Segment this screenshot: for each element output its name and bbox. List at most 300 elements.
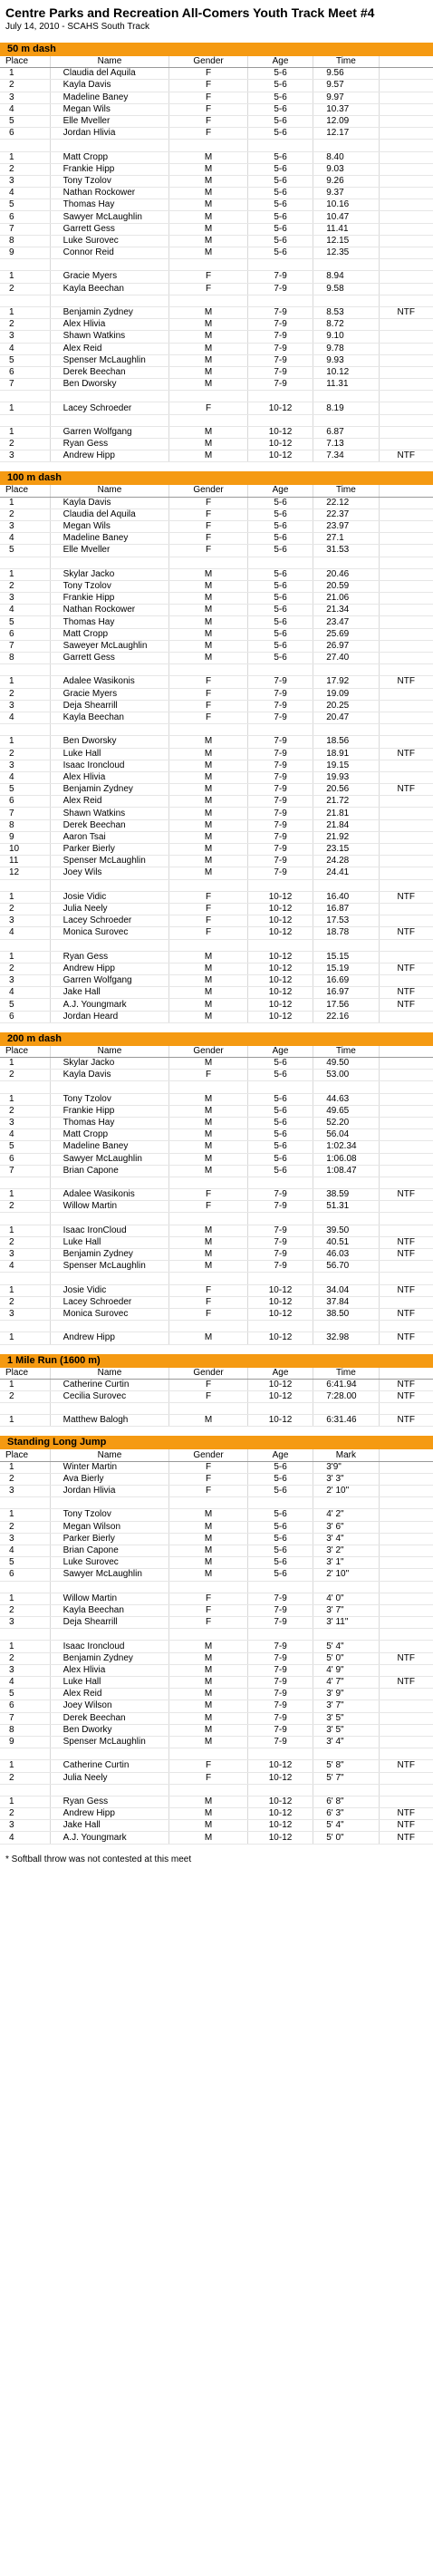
empty-cell bbox=[0, 1748, 50, 1760]
age-group-cell: 10-12 bbox=[247, 999, 313, 1011]
note-cell: NTF bbox=[379, 999, 433, 1011]
athlete-name-cell: Madeline Baney bbox=[50, 92, 169, 103]
table-row bbox=[0, 1332, 433, 1344]
empty-cell bbox=[169, 1403, 248, 1415]
empty-cell bbox=[50, 1273, 169, 1284]
note-cell bbox=[379, 271, 433, 283]
age-group-cell: 10-12 bbox=[247, 426, 313, 438]
empty-cell bbox=[313, 664, 379, 676]
column-header-place: Place bbox=[0, 1449, 50, 1461]
athlete-name-cell: Connor Reid bbox=[50, 247, 169, 259]
athlete-name-cell: Derek Beechan bbox=[50, 366, 169, 378]
result-cell: 24.41 bbox=[313, 867, 379, 879]
place-cell: 6 bbox=[0, 211, 50, 223]
place-cell: 5 bbox=[0, 999, 50, 1011]
empty-cell bbox=[0, 140, 50, 151]
empty-cell bbox=[0, 1581, 50, 1593]
gender-cell: M bbox=[169, 819, 248, 831]
place-cell: 4 bbox=[0, 1832, 50, 1844]
place-cell: 1 bbox=[0, 676, 50, 688]
empty-cell bbox=[169, 1321, 248, 1332]
table-row bbox=[0, 784, 433, 796]
empty-cell bbox=[313, 140, 379, 151]
gender-cell: M bbox=[169, 628, 248, 640]
gender-cell: M bbox=[169, 354, 248, 366]
place-cell: 5 bbox=[0, 545, 50, 557]
athlete-name-cell: Ben Dworsky bbox=[50, 736, 169, 748]
place-cell: 4 bbox=[0, 1545, 50, 1556]
section-spacer bbox=[0, 1345, 433, 1354]
note-cell: NTF bbox=[379, 784, 433, 796]
note-cell: NTF bbox=[379, 1379, 433, 1390]
age-group-cell: 5-6 bbox=[247, 653, 313, 664]
result-cell: 8.53 bbox=[313, 306, 379, 318]
athlete-name-cell: Alex Reid bbox=[50, 796, 169, 808]
result-cell: 51.31 bbox=[313, 1201, 379, 1213]
column-header-result: Time bbox=[313, 1046, 379, 1058]
age-group-cell: 5-6 bbox=[247, 568, 313, 580]
place-cell: 2 bbox=[0, 963, 50, 974]
athlete-name-cell: Kayla Davis bbox=[50, 80, 169, 92]
note-cell: NTF bbox=[379, 987, 433, 999]
age-group-cell: 7-9 bbox=[247, 271, 313, 283]
result-cell: 38.50 bbox=[313, 1308, 379, 1320]
result-cell: 10.16 bbox=[313, 199, 379, 211]
result-cell: 9.26 bbox=[313, 175, 379, 187]
empty-cell bbox=[247, 1273, 313, 1284]
athlete-name-cell: Brian Capone bbox=[50, 1165, 169, 1177]
gender-cell: M bbox=[169, 1569, 248, 1581]
table-row bbox=[0, 1486, 433, 1497]
result-cell: 9.56 bbox=[313, 68, 379, 80]
empty-cell bbox=[379, 879, 433, 891]
place-cell: 2 bbox=[0, 1808, 50, 1820]
note-cell: NTF bbox=[379, 1249, 433, 1261]
athlete-name-cell: Garren Wolfgang bbox=[50, 975, 169, 987]
table-header-row bbox=[0, 1046, 433, 1058]
athlete-name-cell: Deja Shearrill bbox=[50, 1617, 169, 1629]
gender-cell: F bbox=[169, 1473, 248, 1485]
note-cell bbox=[379, 188, 433, 199]
age-group-cell: 5-6 bbox=[247, 1070, 313, 1081]
section-spacer bbox=[0, 462, 433, 471]
gender-cell: M bbox=[169, 856, 248, 867]
table-row bbox=[0, 1736, 433, 1748]
result-cell: 4' 2" bbox=[313, 1509, 379, 1521]
place-cell: 3 bbox=[0, 760, 50, 771]
column-header-age: Age bbox=[247, 1046, 313, 1058]
age-group-cell: 7-9 bbox=[247, 808, 313, 819]
result-cell: 6' 8" bbox=[313, 1796, 379, 1807]
age-group-cell: 10-12 bbox=[247, 927, 313, 939]
gender-cell: M bbox=[169, 306, 248, 318]
result-cell: 38.59 bbox=[313, 1189, 379, 1201]
gender-cell: F bbox=[169, 283, 248, 295]
gender-cell: M bbox=[169, 331, 248, 343]
table-row bbox=[0, 1011, 433, 1022]
note-cell: NTF bbox=[379, 1236, 433, 1248]
age-group-cell: 5-6 bbox=[247, 1533, 313, 1545]
place-cell: 3 bbox=[0, 1617, 50, 1629]
note-cell bbox=[379, 975, 433, 987]
empty-cell bbox=[247, 1213, 313, 1225]
age-group-cell: 10-12 bbox=[247, 891, 313, 903]
gender-cell: M bbox=[169, 1521, 248, 1533]
athlete-name-cell: Benjamin Zydney bbox=[50, 306, 169, 318]
gender-cell: F bbox=[169, 402, 248, 414]
athlete-name-cell: Alex Hlivia bbox=[50, 319, 169, 331]
age-group-cell: 5-6 bbox=[247, 616, 313, 628]
result-cell: 3' 5" bbox=[313, 1712, 379, 1724]
empty-cell bbox=[313, 259, 379, 271]
note-cell bbox=[379, 247, 433, 259]
table-row bbox=[0, 354, 433, 366]
place-cell: 3 bbox=[0, 331, 50, 343]
athlete-name-cell: Garrett Gess bbox=[50, 223, 169, 235]
table-row bbox=[0, 223, 433, 235]
place-cell: 3 bbox=[0, 1664, 50, 1676]
place-cell: 2 bbox=[0, 1201, 50, 1213]
result-cell: 6:41.94 bbox=[313, 1379, 379, 1390]
result-cell: 31.53 bbox=[313, 545, 379, 557]
group-separator-row bbox=[0, 414, 433, 426]
athlete-name-cell: Aaron Tsai bbox=[50, 831, 169, 843]
age-group-cell: 5-6 bbox=[247, 247, 313, 259]
empty-cell bbox=[169, 1748, 248, 1760]
gender-cell: M bbox=[169, 1700, 248, 1712]
table-row bbox=[0, 1689, 433, 1700]
gender-cell: M bbox=[169, 1736, 248, 1748]
athlete-name-cell: Cecilia Surovec bbox=[50, 1390, 169, 1402]
empty-cell bbox=[169, 414, 248, 426]
note-cell bbox=[379, 402, 433, 414]
table-row bbox=[0, 1379, 433, 1390]
empty-cell bbox=[50, 391, 169, 402]
gender-cell: M bbox=[169, 616, 248, 628]
age-group-cell: 10-12 bbox=[247, 1011, 313, 1022]
table-row bbox=[0, 545, 433, 557]
table-row bbox=[0, 891, 433, 903]
result-cell: 5' 0" bbox=[313, 1832, 379, 1844]
gender-cell: M bbox=[169, 760, 248, 771]
result-cell: 4' 9" bbox=[313, 1664, 379, 1676]
table-row bbox=[0, 1058, 433, 1070]
group-separator-row bbox=[0, 1177, 433, 1188]
result-cell: 9.37 bbox=[313, 188, 379, 199]
age-group-cell: 5-6 bbox=[247, 1545, 313, 1556]
age-group-cell: 7-9 bbox=[247, 366, 313, 378]
athlete-name-cell: Madeline Baney bbox=[50, 1141, 169, 1153]
athlete-name-cell: Isaac IronCloud bbox=[50, 1225, 169, 1236]
age-group-cell: 10-12 bbox=[247, 1808, 313, 1820]
table-header-row bbox=[0, 485, 433, 497]
note-cell bbox=[379, 1557, 433, 1569]
note-cell bbox=[379, 1641, 433, 1652]
table-row bbox=[0, 712, 433, 723]
section-header: 200 m dash bbox=[0, 1032, 433, 1046]
note-cell bbox=[379, 80, 433, 92]
table-row bbox=[0, 520, 433, 532]
age-group-cell: 5-6 bbox=[247, 1486, 313, 1497]
result-cell: 22.16 bbox=[313, 1011, 379, 1022]
result-cell: 7.34 bbox=[313, 450, 379, 462]
group-separator-row bbox=[0, 1081, 433, 1093]
empty-cell bbox=[169, 1629, 248, 1641]
athlete-name-cell: Tony Tzolov bbox=[50, 1093, 169, 1105]
empty-cell bbox=[379, 140, 433, 151]
result-cell: 23.97 bbox=[313, 520, 379, 532]
group-separator-row bbox=[0, 1273, 433, 1284]
athlete-name-cell: Lacey Schroeder bbox=[50, 402, 169, 414]
result-cell: 12.17 bbox=[313, 128, 379, 140]
note-cell bbox=[379, 128, 433, 140]
empty-cell bbox=[0, 1177, 50, 1188]
gender-cell: M bbox=[169, 1249, 248, 1261]
age-group-cell: 10-12 bbox=[247, 915, 313, 927]
note-cell bbox=[379, 151, 433, 163]
empty-cell bbox=[247, 414, 313, 426]
result-cell: 21.72 bbox=[313, 796, 379, 808]
result-cell: 3' 7" bbox=[313, 1604, 379, 1616]
results-table bbox=[0, 1368, 433, 1428]
table-row bbox=[0, 319, 433, 331]
result-cell: 49.65 bbox=[313, 1105, 379, 1117]
place-cell: 3 bbox=[0, 92, 50, 103]
gender-cell: F bbox=[169, 1486, 248, 1497]
note-cell bbox=[379, 856, 433, 867]
note-cell: NTF bbox=[379, 1308, 433, 1320]
table-row bbox=[0, 819, 433, 831]
age-group-cell: 5-6 bbox=[247, 211, 313, 223]
column-header-name: Name bbox=[50, 1368, 169, 1380]
age-group-cell: 7-9 bbox=[247, 1189, 313, 1201]
age-group-cell: 5-6 bbox=[247, 128, 313, 140]
table-row bbox=[0, 760, 433, 771]
gender-cell: F bbox=[169, 1772, 248, 1784]
age-group-cell: 10-12 bbox=[247, 1284, 313, 1296]
group-separator-row bbox=[0, 1497, 433, 1509]
note-cell bbox=[379, 1689, 433, 1700]
result-cell: 25.69 bbox=[313, 628, 379, 640]
result-cell: 52.20 bbox=[313, 1117, 379, 1128]
gender-cell: M bbox=[169, 999, 248, 1011]
athlete-name-cell: A.J. Youngmark bbox=[50, 1832, 169, 1844]
place-cell: 3 bbox=[0, 975, 50, 987]
table-row bbox=[0, 605, 433, 616]
place-cell: 1 bbox=[0, 1641, 50, 1652]
table-row bbox=[0, 271, 433, 283]
note-cell bbox=[379, 1473, 433, 1485]
age-group-cell: 10-12 bbox=[247, 1308, 313, 1320]
athlete-name-cell: Claudia del Aquila bbox=[50, 508, 169, 520]
place-cell: 11 bbox=[0, 856, 50, 867]
group-separator-row bbox=[0, 391, 433, 402]
result-cell: 16.69 bbox=[313, 975, 379, 987]
athlete-name-cell: Parker Bierly bbox=[50, 1533, 169, 1545]
column-header-gender: Gender bbox=[169, 1449, 248, 1461]
place-cell: 2 bbox=[0, 163, 50, 175]
note-cell: NTF bbox=[379, 1808, 433, 1820]
place-cell: 7 bbox=[0, 223, 50, 235]
result-cell: 6:31.46 bbox=[313, 1415, 379, 1427]
place-cell: 4 bbox=[0, 987, 50, 999]
place-cell: 2 bbox=[0, 1772, 50, 1784]
result-cell: 3' 11" bbox=[313, 1617, 379, 1629]
table-row bbox=[0, 688, 433, 700]
gender-cell: M bbox=[169, 1093, 248, 1105]
note-cell bbox=[379, 616, 433, 628]
empty-cell bbox=[313, 939, 379, 951]
age-group-cell: 10-12 bbox=[247, 1379, 313, 1390]
table-row bbox=[0, 975, 433, 987]
result-cell: 56.04 bbox=[313, 1129, 379, 1141]
place-cell: 6 bbox=[0, 1569, 50, 1581]
section-header: 100 m dash bbox=[0, 471, 433, 485]
column-header-name: Name bbox=[50, 1449, 169, 1461]
gender-cell: M bbox=[169, 987, 248, 999]
result-cell: 27.40 bbox=[313, 653, 379, 664]
empty-cell bbox=[247, 724, 313, 736]
athlete-name-cell: Brian Capone bbox=[50, 1545, 169, 1556]
age-group-cell: 5-6 bbox=[247, 103, 313, 115]
empty-cell bbox=[169, 879, 248, 891]
age-group-cell: 10-12 bbox=[247, 1820, 313, 1832]
place-cell: 1 bbox=[0, 736, 50, 748]
column-header-place: Place bbox=[0, 1046, 50, 1058]
result-cell: 15.19 bbox=[313, 963, 379, 974]
place-cell: 5 bbox=[0, 354, 50, 366]
empty-cell bbox=[379, 1213, 433, 1225]
age-group-cell: 10-12 bbox=[247, 975, 313, 987]
table-row bbox=[0, 628, 433, 640]
age-group-cell: 10-12 bbox=[247, 903, 313, 915]
empty-cell bbox=[0, 391, 50, 402]
athlete-name-cell: Kayla Beechan bbox=[50, 283, 169, 295]
table-row bbox=[0, 68, 433, 80]
age-group-cell: 5-6 bbox=[247, 223, 313, 235]
age-group-cell: 10-12 bbox=[247, 1332, 313, 1344]
athlete-name-cell: Luke Hall bbox=[50, 1677, 169, 1689]
result-cell: 20.46 bbox=[313, 568, 379, 580]
gender-cell: M bbox=[169, 736, 248, 748]
place-cell: 2 bbox=[0, 1652, 50, 1664]
column-header-age: Age bbox=[247, 56, 313, 68]
result-cell: 3' 6" bbox=[313, 1521, 379, 1533]
column-header-note bbox=[379, 56, 433, 68]
age-group-cell: 7-9 bbox=[247, 1201, 313, 1213]
place-cell: 12 bbox=[0, 867, 50, 879]
age-group-cell: 5-6 bbox=[247, 497, 313, 508]
result-cell: 37.84 bbox=[313, 1296, 379, 1308]
gender-cell: M bbox=[169, 1332, 248, 1344]
age-group-cell: 7-9 bbox=[247, 748, 313, 760]
note-cell bbox=[379, 508, 433, 520]
note-cell bbox=[379, 1545, 433, 1556]
note-cell bbox=[379, 796, 433, 808]
group-separator-row bbox=[0, 259, 433, 271]
table-header-row bbox=[0, 1368, 433, 1380]
age-group-cell: 10-12 bbox=[247, 1832, 313, 1844]
age-group-cell: 10-12 bbox=[247, 963, 313, 974]
place-cell: 4 bbox=[0, 1261, 50, 1273]
athlete-name-cell: Shawn Watkins bbox=[50, 331, 169, 343]
empty-cell bbox=[0, 1629, 50, 1641]
result-cell: 1:08.47 bbox=[313, 1165, 379, 1177]
empty-cell bbox=[379, 391, 433, 402]
column-header-gender: Gender bbox=[169, 56, 248, 68]
note-cell bbox=[379, 867, 433, 879]
athlete-name-cell: Ryan Gess bbox=[50, 951, 169, 963]
gender-cell: M bbox=[169, 831, 248, 843]
empty-cell bbox=[379, 259, 433, 271]
note-cell bbox=[379, 915, 433, 927]
gender-cell: M bbox=[169, 975, 248, 987]
empty-cell bbox=[169, 724, 248, 736]
result-cell: 9.58 bbox=[313, 283, 379, 295]
result-cell: 9.03 bbox=[313, 163, 379, 175]
group-separator-row bbox=[0, 557, 433, 568]
athlete-name-cell: Claudia del Aquila bbox=[50, 68, 169, 80]
empty-cell bbox=[169, 259, 248, 271]
athlete-name-cell: Deja Shearrill bbox=[50, 700, 169, 712]
athlete-name-cell: Alex Hlivia bbox=[50, 1664, 169, 1676]
age-group-cell: 10-12 bbox=[247, 1390, 313, 1402]
age-group-cell: 7-9 bbox=[247, 1652, 313, 1664]
athlete-name-cell: Skylar Jacko bbox=[50, 568, 169, 580]
table-row bbox=[0, 1641, 433, 1652]
age-group-cell: 5-6 bbox=[247, 115, 313, 127]
table-row bbox=[0, 915, 433, 927]
empty-cell bbox=[313, 1321, 379, 1332]
table-row bbox=[0, 1521, 433, 1533]
athlete-name-cell: Isaac Ironcloud bbox=[50, 760, 169, 771]
gender-cell: F bbox=[169, 688, 248, 700]
group-separator-row bbox=[0, 295, 433, 306]
note-cell bbox=[379, 1058, 433, 1070]
meet-title: Centre Parks and Recreation All-Comers Youth Track Meet #4 bbox=[5, 5, 375, 20]
empty-cell bbox=[50, 1081, 169, 1093]
empty-cell bbox=[313, 1081, 379, 1093]
age-group-cell: 10-12 bbox=[247, 1415, 313, 1427]
table-row bbox=[0, 1569, 433, 1581]
gender-cell: M bbox=[169, 235, 248, 247]
place-cell: 6 bbox=[0, 1700, 50, 1712]
age-group-cell: 7-9 bbox=[247, 796, 313, 808]
column-header-note bbox=[379, 1046, 433, 1058]
gender-cell: M bbox=[169, 784, 248, 796]
age-group-cell: 7-9 bbox=[247, 1677, 313, 1689]
place-cell: 5 bbox=[0, 1141, 50, 1153]
place-cell: 3 bbox=[0, 450, 50, 462]
age-group-cell: 10-12 bbox=[247, 402, 313, 414]
place-cell: 3 bbox=[0, 175, 50, 187]
athlete-name-cell: Benjamin Zydney bbox=[50, 784, 169, 796]
athlete-name-cell: Benjamin Zydney bbox=[50, 1652, 169, 1664]
place-cell: 4 bbox=[0, 605, 50, 616]
result-cell: 24.28 bbox=[313, 856, 379, 867]
table-row bbox=[0, 593, 433, 605]
empty-cell bbox=[0, 414, 50, 426]
place-cell: 8 bbox=[0, 1724, 50, 1736]
empty-cell bbox=[247, 391, 313, 402]
athlete-name-cell: Spenser McLaughlin bbox=[50, 856, 169, 867]
place-cell: 1 bbox=[0, 1058, 50, 1070]
place-cell: 1 bbox=[0, 68, 50, 80]
result-cell: 9.78 bbox=[313, 343, 379, 354]
gender-cell: F bbox=[169, 676, 248, 688]
athlete-name-cell: Ryan Gess bbox=[50, 439, 169, 450]
result-cell: 44.63 bbox=[313, 1093, 379, 1105]
